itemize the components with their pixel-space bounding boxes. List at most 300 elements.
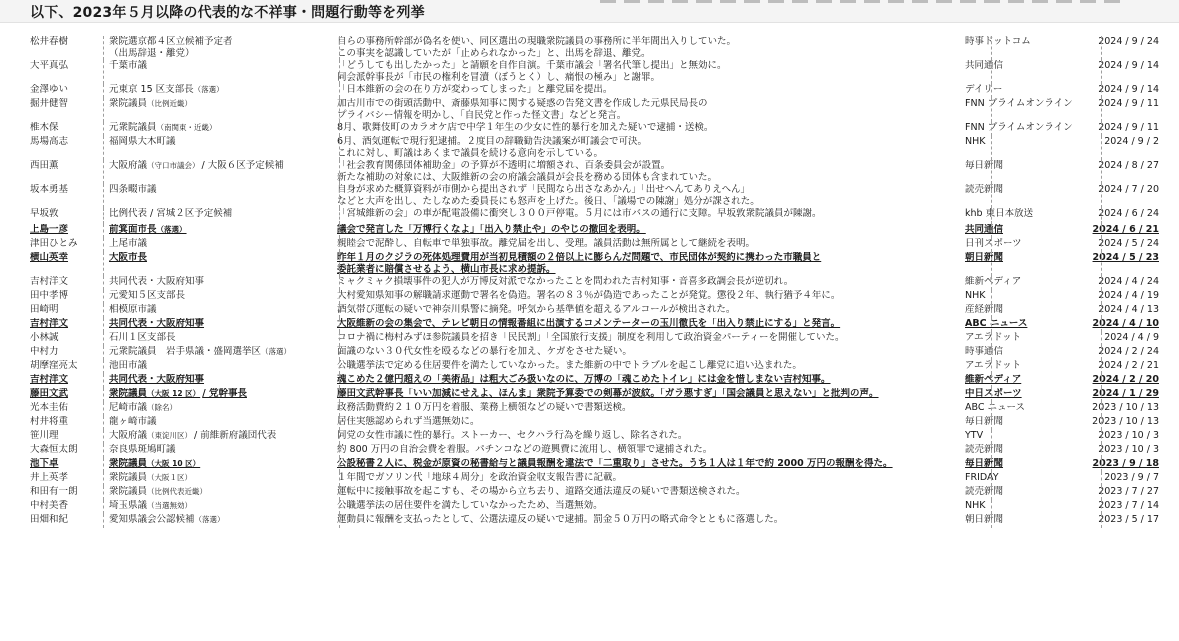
- role-note: （東淀川区）: [147, 431, 193, 440]
- column-divider: [1101, 332, 1102, 346]
- person-name: 坂本勇基: [30, 184, 69, 195]
- column-divider: [991, 84, 992, 98]
- news-source: 維新ペディア: [965, 276, 1022, 287]
- table-row: [30, 486, 1170, 500]
- role-title: 共同代表・大阪府知事: [109, 276, 205, 287]
- person-name: 田崎明: [30, 304, 59, 315]
- report-date: 2024 / 2 / 24: [1098, 346, 1159, 357]
- person-name: 笹川理: [30, 430, 59, 441]
- incident-description: [329, 430, 957, 442]
- person-name: 吉村洋文: [30, 374, 69, 385]
- role-note: （大阪 12 区）: [147, 389, 201, 398]
- person-name: 西田薫: [30, 160, 59, 171]
- column-divider: [991, 290, 992, 304]
- person-role: [105, 304, 329, 316]
- column-divider: [991, 444, 992, 458]
- person-name: 吉村洋文: [30, 276, 69, 287]
- news-source: 毎日新聞: [965, 160, 1004, 171]
- person-name: 大平真弘: [30, 60, 69, 71]
- role-suffix: （出馬辞退・離党）: [109, 48, 195, 59]
- table-row: [30, 136, 1170, 160]
- column-divider: [339, 458, 340, 472]
- table-row: [30, 430, 1170, 444]
- role-title: 大阪府議: [109, 160, 148, 171]
- column-divider: [991, 346, 992, 360]
- column-divider: [991, 136, 992, 160]
- column-divider: [1101, 208, 1102, 224]
- description-line: コロナ禍に梅村みずほ参院議員を招き「民民割」「全国旅行支援」制度を利用して政治資金パーティーを開催していた。: [337, 332, 845, 343]
- column-divider: [103, 304, 104, 318]
- incident-description: [329, 416, 957, 428]
- table-row: [30, 184, 1170, 208]
- role-title: 石川１区支部長: [109, 332, 176, 343]
- report-date: 2023 / 10 / 13: [1092, 416, 1159, 427]
- role-note: （落選）: [194, 515, 225, 524]
- description-line: これに対し、町議はあくまで議員を続ける意向を示している。: [337, 148, 604, 159]
- incident-description: [329, 500, 957, 512]
- description-line: 政務活動費約２１０万円を着服、業務上横領などの疑いで書類送検。: [337, 402, 632, 413]
- person-role: [105, 238, 329, 250]
- column-divider: [339, 430, 340, 444]
- description-line: 「社会教育関係団体補助金」の予算が不透明に増額され、百条委員会が設置。: [337, 160, 671, 171]
- column-divider: [103, 290, 104, 304]
- incident-description: [329, 514, 957, 526]
- role-title: 大阪市長: [109, 252, 148, 263]
- table-row: [30, 160, 1170, 184]
- role-title: 大阪府議: [109, 430, 148, 441]
- role-title: 元衆院議員: [109, 122, 157, 133]
- table-row: [30, 500, 1170, 514]
- incident-description: [329, 318, 957, 330]
- report-date: 2024 / 9 / 14: [1098, 60, 1159, 71]
- incident-description: [329, 458, 957, 470]
- table-row: [30, 444, 1170, 458]
- column-divider: [103, 458, 104, 472]
- role-title: 上尾市議: [109, 238, 148, 249]
- person-role: [105, 224, 329, 236]
- description-line: 親睦会で泥酔し、自転車で単独事故。離党届を出し、受理。議員活動は無所属として継続を表明。: [337, 238, 756, 249]
- column-divider: [103, 500, 104, 514]
- column-divider: [103, 252, 104, 276]
- role-title: 尼崎市議: [109, 402, 148, 413]
- report-date: 2024 / 4 / 19: [1098, 290, 1159, 301]
- column-divider: [991, 60, 992, 84]
- report-date: 2023 / 9 / 7: [1104, 472, 1159, 483]
- person-role: [105, 374, 329, 386]
- description-line: 酒気帯び運転の疑いで神奈川県警に摘発。呼気から基準値を超えるアルコールが検出された。: [337, 304, 736, 315]
- table-row: [30, 360, 1170, 374]
- column-divider: [103, 60, 104, 84]
- role-title: 福岡県大木町議: [109, 136, 176, 147]
- table-row: [30, 472, 1170, 486]
- person-role: [105, 458, 329, 470]
- person-role: [105, 318, 329, 330]
- description-line: １年間でガソリン代「地球４周分」を政治資金収支報告書に記載。: [337, 472, 623, 483]
- person-role: [105, 360, 329, 372]
- report-date: 2024 / 2 / 21: [1098, 360, 1159, 371]
- report-date: 2024 / 7 / 20: [1098, 184, 1159, 195]
- person-role: [105, 122, 329, 134]
- person-name: 椎木保: [30, 122, 59, 133]
- description-line: 大村愛知県知事の解職請求運動で署名を偽造。署名の８３％が偽造であったことが発覚。懲役２年、執行猶予４年に。: [337, 290, 841, 301]
- person-name: 池下卓: [30, 458, 59, 469]
- role-title: 衆院議員: [109, 458, 148, 469]
- person-name: 大森恒太朗: [30, 444, 78, 455]
- table-row: [30, 290, 1170, 304]
- person-name: 光本圭佑: [30, 402, 69, 413]
- person-name: 胡摩窪亮太: [30, 360, 78, 371]
- column-divider: [1101, 444, 1102, 458]
- role-note: （南関東・近畿）: [156, 123, 217, 132]
- role-title: 共同代表・大阪府知事: [109, 318, 205, 329]
- person-role: [105, 276, 329, 288]
- column-divider: [339, 304, 340, 318]
- person-role: [105, 402, 329, 414]
- column-divider: [1101, 290, 1102, 304]
- person-name: 和田有一朗: [30, 486, 78, 497]
- column-divider: [991, 318, 992, 332]
- column-divider: [103, 332, 104, 346]
- column-divider: [1101, 160, 1102, 184]
- person-name: 掘井健智: [30, 98, 69, 109]
- report-date: 2023 / 7 / 14: [1098, 500, 1159, 511]
- column-divider: [339, 290, 340, 304]
- column-divider: [103, 122, 104, 136]
- person-name: 吉村洋文: [30, 318, 69, 329]
- news-source: FRIDAY: [965, 472, 999, 483]
- column-divider: [339, 224, 340, 238]
- column-divider: [991, 514, 992, 528]
- person-role: [105, 252, 329, 264]
- news-source: ABC ニュース: [965, 318, 1028, 329]
- description-line: 昨年１月のクジラの死体処理費用が当初見積額の２倍以上に膨らんだ問題で、市民団体が契約に携わった市職員と: [337, 252, 822, 263]
- column-divider: [103, 360, 104, 374]
- role-title: 愛知県議会公認候補: [109, 514, 195, 525]
- table-row: [30, 388, 1170, 402]
- column-divider: [103, 472, 104, 486]
- column-divider: [991, 360, 992, 374]
- description-line: プライバシー情報を明かし、「自民党と作った怪文書」などと発言。: [337, 110, 627, 121]
- table-row: [30, 224, 1170, 238]
- column-divider: [103, 444, 104, 458]
- news-source: 共同通信: [965, 224, 1004, 235]
- column-divider: [1101, 184, 1102, 208]
- role-title: 衆院議員: [109, 98, 148, 109]
- description-line: 加古川市での街頭活動中、斎藤県知事に関する疑惑の告発文書を作成した元県民局長の: [337, 98, 708, 109]
- column-divider: [1101, 36, 1102, 60]
- column-divider: [339, 486, 340, 500]
- role-title: 衆院選京都４区立候補予定者: [109, 36, 233, 47]
- news-source: khb 東日本放送: [965, 208, 1034, 219]
- column-divider: [991, 224, 992, 238]
- person-role: [105, 416, 329, 428]
- person-role: [105, 332, 329, 344]
- incident-description: [329, 252, 957, 276]
- column-divider: [339, 60, 340, 84]
- table-row: [30, 416, 1170, 430]
- table-row: [30, 458, 1170, 472]
- news-source: 維新ペディア: [965, 374, 1022, 385]
- report-date: 2024 / 9 / 2: [1104, 136, 1159, 147]
- role-title: 四条畷市議: [109, 184, 157, 195]
- column-divider: [991, 388, 992, 402]
- person-name: 馬場高志: [30, 136, 69, 147]
- column-divider: [339, 444, 340, 458]
- column-divider: [991, 160, 992, 184]
- column-divider: [339, 332, 340, 346]
- column-divider: [1101, 416, 1102, 430]
- description-line: 「宮城維新の会」の車が配電設備に衝突し３００戸停電。５月には市バスの通行に支障。早坂敦衆院議員が陳謝。: [337, 208, 822, 219]
- person-role: [105, 136, 329, 148]
- report-date: 2023 / 10 / 3: [1098, 430, 1159, 441]
- header-strip: [0, 0, 1179, 23]
- person-name: 藤田文武: [30, 388, 69, 399]
- column-divider: [991, 208, 992, 224]
- column-divider: [991, 252, 992, 276]
- report-date: 2024 / 9 / 11: [1098, 122, 1159, 133]
- person-role: [105, 472, 329, 484]
- person-name: 松井春樹: [30, 36, 69, 47]
- column-divider: [1101, 514, 1102, 528]
- incident-description: [329, 122, 957, 134]
- person-name: 中村美香: [30, 500, 69, 511]
- role-title: 龍ヶ崎市議: [109, 416, 157, 427]
- column-divider: [103, 486, 104, 500]
- report-date: 2024 / 9 / 14: [1098, 84, 1159, 95]
- description-line: 運動員に報酬を支払ったとして、公選法違反の疑いで逮捕。罰金５０万円の略式命令とともに落選した。: [337, 514, 784, 525]
- role-title: 元愛知５区支部長: [109, 290, 186, 301]
- report-date: 2023 / 10 / 13: [1092, 402, 1159, 413]
- table-row: [30, 98, 1170, 122]
- person-role: [105, 36, 329, 60]
- description-line: 居住実態認められず当選無効に。: [337, 416, 480, 427]
- column-divider: [103, 318, 104, 332]
- role-title: 千葉市議: [109, 60, 148, 71]
- person-role: [105, 184, 329, 196]
- role-note: （落選）: [261, 347, 292, 356]
- role-title: 衆院議員: [109, 486, 148, 497]
- report-date: 2024 / 4 / 10: [1092, 318, 1159, 329]
- person-name: 津田ひとみ: [30, 238, 78, 249]
- column-divider: [1101, 486, 1102, 500]
- description-line: 魂こめた２億円超えの「美術品」は粗大ごみ扱いなのに、万博の「魂こめたトイレ」には金を惜しまない吉村知事。: [337, 374, 831, 385]
- column-divider: [1101, 98, 1102, 122]
- report-date: 2024 / 5 / 23: [1092, 252, 1159, 263]
- column-divider: [103, 276, 104, 290]
- report-date: 2023 / 9 / 18: [1092, 458, 1159, 469]
- news-source: 読売新聞: [965, 444, 1004, 455]
- person-role: [105, 500, 329, 512]
- column-divider: [103, 388, 104, 402]
- column-divider: [1101, 388, 1102, 402]
- person-name: 田中孝博: [30, 290, 69, 301]
- news-source: 読売新聞: [965, 486, 1004, 497]
- role-note: （除名）: [147, 403, 178, 412]
- column-divider: [991, 304, 992, 318]
- news-source: 朝日新聞: [965, 514, 1004, 525]
- column-divider: [339, 388, 340, 402]
- column-divider: [103, 184, 104, 208]
- person-name: 村井将重: [30, 416, 69, 427]
- column-divider: [1101, 224, 1102, 238]
- description-line: 運転中に接触事故を起こすも、その場から立ち去り、道路交通法違反の疑いで書類送検された。: [337, 486, 746, 497]
- column-divider: [1101, 346, 1102, 360]
- report-date: 2023 / 5 / 17: [1098, 514, 1159, 525]
- person-role: [105, 444, 329, 456]
- column-divider: [1101, 304, 1102, 318]
- news-source: 日刊スポーツ: [965, 238, 1022, 249]
- column-divider: [339, 416, 340, 430]
- news-source: FNN プライムオンライン: [965, 122, 1073, 133]
- news-source: ABC ニュース: [965, 402, 1026, 413]
- news-source: FNN プライムオンライン: [965, 98, 1073, 109]
- news-source: NHK: [965, 290, 986, 301]
- person-role: [105, 84, 329, 96]
- description-line: 6月、酒気運転で現行犯逮捕。２度目の辞職勧告決議案が町議会で可決。: [337, 136, 648, 147]
- incident-description: [329, 304, 957, 316]
- person-role: [105, 346, 329, 358]
- person-role: [105, 388, 329, 400]
- incident-description: [329, 36, 957, 60]
- person-role: [105, 160, 329, 172]
- column-divider: [1101, 318, 1102, 332]
- incident-description: [329, 208, 957, 220]
- role-note: （落選）: [156, 225, 187, 234]
- incident-description: [329, 238, 957, 250]
- person-role: [105, 430, 329, 442]
- incident-description: [329, 486, 957, 498]
- person-name: 田畑和紀: [30, 514, 69, 525]
- column-divider: [103, 224, 104, 238]
- column-divider: [339, 346, 340, 360]
- description-line: 同党の女性市議に性的暴行。ストーカー、セクハラ行為を繰り返し、除名された。: [337, 430, 688, 441]
- description-line: ミャクミャク損壊事件の犯人が万博反対派でなかったことを問われた吉村知事・音喜多政調会長が逆切れ。: [337, 276, 794, 287]
- news-source: NHK: [965, 136, 986, 147]
- report-date: 2024 / 6 / 24: [1098, 208, 1159, 219]
- news-source: YTV: [965, 430, 984, 441]
- person-role: [105, 98, 329, 110]
- description-line: 議会で発言した「万博行くなよ」「出入り禁止や」のやじの撤回を表明。: [337, 224, 646, 235]
- column-divider: [991, 238, 992, 252]
- column-divider: [339, 238, 340, 252]
- table-row: [30, 374, 1170, 388]
- role-title: 衆院議員: [109, 472, 148, 483]
- role-note: （落選）: [193, 85, 224, 94]
- column-divider: [339, 84, 340, 98]
- person-role: [105, 60, 329, 72]
- column-divider: [339, 122, 340, 136]
- person-role: [105, 486, 329, 498]
- column-divider: [1101, 84, 1102, 98]
- incident-description: [329, 388, 957, 400]
- incident-description: [329, 184, 957, 208]
- description-line: 公職選挙法で定める住居要件を満たしていなかった。また維新の中でトラブルを起こし離党に追い込まれた。: [337, 360, 802, 371]
- table-row: [30, 514, 1170, 528]
- column-divider: [339, 514, 340, 528]
- column-divider: [1101, 252, 1102, 276]
- incident-description: [329, 98, 957, 122]
- news-source: 毎日新聞: [965, 416, 1004, 427]
- table-row: [30, 346, 1170, 360]
- description-line: などと大声を出し、たしなめた委員長にも怒声を上げた。後日、「議場での陳謝」処分が課された。: [337, 196, 760, 207]
- column-divider: [103, 402, 104, 416]
- description-line: 新たな補助の対象には、大阪維新の会の府議会議員が会長を務める団体も含まれていた。: [337, 172, 718, 183]
- column-divider: [991, 184, 992, 208]
- incident-description: [329, 402, 957, 414]
- column-divider: [991, 98, 992, 122]
- column-divider: [991, 374, 992, 388]
- column-divider: [103, 416, 104, 430]
- report-date: 2024 / 5 / 24: [1098, 238, 1159, 249]
- column-divider: [103, 98, 104, 122]
- column-divider: [103, 430, 104, 444]
- report-date: 2024 / 6 / 21: [1092, 224, 1159, 235]
- column-divider: [103, 84, 104, 98]
- column-divider: [103, 208, 104, 224]
- description-line: 自身が求めた概算資料が市側から提出されず「民間なら出さなあかん」「出せへんてありえへん」: [337, 184, 751, 195]
- person-name: 上島一彦: [30, 224, 69, 235]
- table-row: [30, 332, 1170, 346]
- column-divider: [1101, 430, 1102, 444]
- role-note: （当選無効）: [147, 501, 193, 510]
- role-suffix: / 党幹事長: [202, 388, 247, 399]
- column-divider: [991, 472, 992, 486]
- table-row: [30, 36, 1170, 60]
- column-divider: [1101, 360, 1102, 374]
- column-divider: [103, 374, 104, 388]
- person-name: 小林誠: [30, 332, 59, 343]
- description-line: 面識のない３０代女性を殴るなどの暴行を加え、ケガをさせた疑い。: [337, 346, 632, 357]
- person-role: [105, 290, 329, 302]
- incident-description: [329, 84, 957, 96]
- role-title: 相模原市議: [109, 304, 157, 315]
- news-source: 中日スポーツ: [965, 388, 1022, 399]
- table-row: [30, 208, 1170, 224]
- incident-description: [329, 444, 957, 456]
- column-divider: [1101, 500, 1102, 514]
- column-divider: [339, 318, 340, 332]
- table-row: [30, 252, 1170, 276]
- report-date: 2023 / 7 / 27: [1098, 486, 1159, 497]
- column-divider: [103, 514, 104, 528]
- news-source: 毎日新聞: [965, 458, 1004, 469]
- column-divider: [103, 136, 104, 160]
- table-row: [30, 276, 1170, 290]
- column-divider: [1101, 402, 1102, 416]
- person-role: [105, 514, 329, 526]
- news-source: 時事ドットコム: [965, 36, 1031, 47]
- column-divider: [1101, 458, 1102, 472]
- column-divider: [103, 238, 104, 252]
- role-title: 共同代表・大阪府知事: [109, 374, 205, 385]
- column-divider: [1101, 60, 1102, 84]
- description-line: 約 800 万円の自治会費を着服。パチンコなどの遊興費に流用し、横領罪で逮捕された。: [337, 444, 713, 455]
- description-line: この事実を認識していたが「止められなかった」と、出馬を辞退、離党。: [337, 48, 651, 59]
- incident-description: [329, 60, 957, 84]
- description-line: 「日本維新の会の在り方が変わってしまった」と離党届を提出。: [337, 84, 613, 95]
- role-suffix: / 大阪６区予定候補: [201, 160, 284, 171]
- incident-description: [329, 360, 957, 372]
- description-line: 公職選挙法の居住要件を満たしていなかったため、当選無効。: [337, 500, 603, 511]
- column-divider: [1101, 472, 1102, 486]
- news-source: アエラドット: [965, 360, 1022, 371]
- news-source: デイリー: [965, 84, 1003, 95]
- column-divider: [339, 374, 340, 388]
- person-name: 金澤ゆい: [30, 84, 69, 95]
- description-line: 8月、歌舞伎町のカラオケ店で中学１年生の少女に性的暴行を加えた疑いで逮捕・送検。: [337, 122, 714, 133]
- news-source: 朝日新聞: [965, 252, 1004, 263]
- role-title: 前箕面市長: [109, 224, 157, 235]
